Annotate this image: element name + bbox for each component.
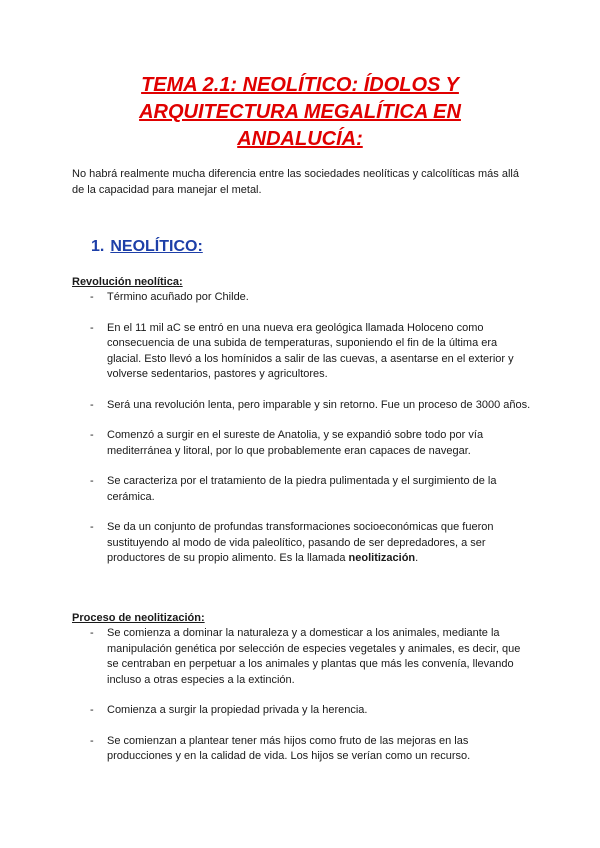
- revolucion-list: [72, 290, 534, 567]
- list-item-text: Se da un conjunto de profundas transformaciones socioeconómicas que fueron sustituyendo al modo de vida paleolítico, pasando de ser depredadores, a ser productores de su propio alimento. Es la llamada: [107, 521, 494, 564]
- bullet-dash: -: [90, 291, 94, 303]
- intro-paragraph: No habrá realmente mucha diferencia entre las sociedades neolíticas y calcolíticas más allá de la capacidad para manejar el metal.: [72, 168, 519, 196]
- list-item-text: Será una revolución lenta, pero imparable y sin retorno. Fue un proceso de 3000 años.: [107, 398, 531, 411]
- section-title: NEOLÍTICO:: [110, 238, 203, 255]
- list-item-text: Se comienza a dominar la naturaleza y a domesticar a los animales, mediante la manipulación genética por selección de especies vegetales y animales, es decir, que se centraban en perpetuar a los animales y plantas que más les convenía, llevando incluso a otras especies a la extinción.: [107, 627, 521, 686]
- bullet-dash: -: [90, 704, 94, 716]
- list-item-text: Comenzó a surgir en el sureste de Anatolia, y se expandió sobre todo por vía mediterránea y litoral, por lo que probablemente eran capaces de navegar.: [107, 429, 484, 457]
- bullet-dash: -: [90, 734, 94, 747]
- section-heading-neolitico: [91, 238, 203, 256]
- bullet-dash: -: [90, 429, 94, 441]
- proceso-list: [72, 626, 534, 765]
- bullet-dash: -: [90, 321, 94, 334]
- list-item-text: Se comienzan a plantear tener más hijos como fruto de las mejoras en las producciones y en la calidad de vida. Los hijos se verían como un recurso.: [107, 734, 471, 762]
- list-item-text: Comienza a surgir la propiedad privada y la herencia.: [107, 704, 368, 716]
- list-item: [72, 520, 534, 567]
- subheading-revolucion: Revolución neolítica:: [72, 276, 183, 288]
- list-item: [72, 626, 534, 688]
- bold-term: neolitización: [348, 552, 416, 564]
- list-item: [72, 428, 534, 459]
- page-title: TEMA 2.1: NEOLÍTICO: ÍDOLOS Y ARQUITECTURA MEGALÍTICA EN ANDALUCÍA:: [139, 74, 461, 150]
- list-item: [72, 290, 534, 306]
- list-item: [72, 398, 534, 414]
- bullet-dash: -: [90, 627, 94, 639]
- list-item: [72, 474, 534, 505]
- list-item: [72, 703, 534, 719]
- bullet-dash: -: [90, 475, 94, 487]
- subheading-proceso: Proceso de neolitización:: [72, 612, 205, 624]
- list-item: [72, 734, 534, 765]
- list-item-end: .: [415, 552, 419, 564]
- list-item-text: En el 11 mil aC se entró en una nueva era geológica llamada Holoceno como consecuencia de una subida de temperaturas, suponiendo el fin de la última era glacial. Esto llevó a los homínidos a salir de las cuevas, a asentarse en el exterior y volverse sedentarios, pastores y agricultores.: [107, 321, 514, 380]
- list-item: [72, 321, 534, 383]
- bullet-dash: -: [90, 521, 94, 533]
- section-number: 1.: [91, 238, 105, 255]
- list-item-text: Término acuñado por Childe.: [107, 291, 249, 303]
- bullet-dash: -: [90, 398, 94, 411]
- list-item-text: Se caracteriza por el tratamiento de la piedra pulimentada y el surgimiento de la cerámica.: [107, 475, 497, 503]
